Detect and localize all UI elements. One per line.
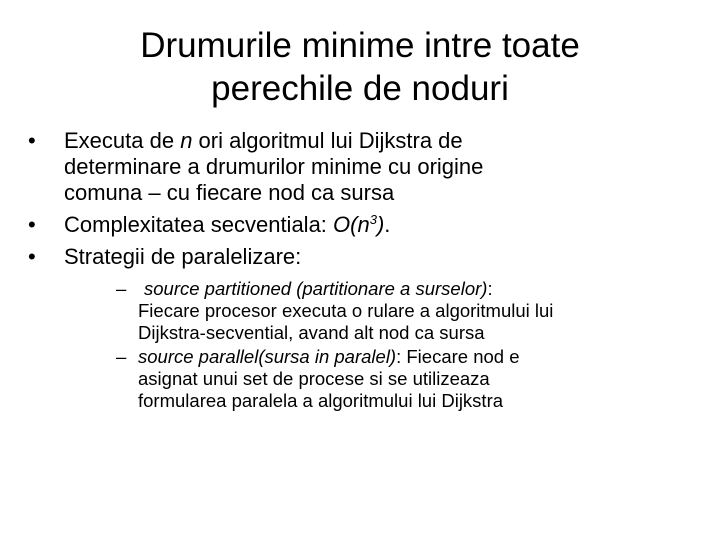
bullet-text: . <box>384 212 391 237</box>
strategy-name: source partitioned (partitionare a surselor) <box>144 278 488 299</box>
bullet-list <box>28 128 688 418</box>
sub-bullet-source-parallel <box>116 346 688 412</box>
strategy-name: source parallel(sursa in paralel) <box>138 346 397 367</box>
sub-bullet-line: Fiecare procesor executa o rulare a algoritmului lui <box>138 300 554 321</box>
bullet-line <box>64 212 688 238</box>
sub-bullet-line: formularea paralela a algoritmului lui Dijkstra <box>138 390 504 411</box>
bullet-line: determinare a drumurilor minime cu origine <box>64 154 484 179</box>
dash-icon: – <box>116 278 127 299</box>
bullet-dot-icon: • <box>28 128 36 153</box>
sub-bullet-source-partitioned <box>116 278 688 344</box>
sub-bullet-text: : Fiecare nod e <box>396 346 520 367</box>
slide-title <box>60 24 660 110</box>
sub-bullet-line <box>138 346 688 368</box>
bullet-line <box>64 128 688 154</box>
sub-bullet-line: asignat unui set de procese si se utilizeaza <box>138 368 490 389</box>
formula-text: O(n <box>333 212 370 237</box>
title-line-2: perechile de noduri <box>211 69 509 108</box>
bullet-item-dijkstra-n-times <box>28 128 688 206</box>
bullet-dot-icon: • <box>28 244 36 269</box>
bullet-item-strategies <box>28 244 688 412</box>
sub-bullet-line <box>138 278 688 300</box>
bullet-text: ori algoritmul lui Dijkstra de <box>192 128 463 153</box>
sub-bullet-text: : <box>487 278 493 299</box>
formula-exponent: 3 <box>369 212 377 227</box>
sub-bullet-line: Dijkstra-secvential, avand alt nod ca sursa <box>138 322 485 343</box>
bullet-dot-icon: • <box>28 212 36 237</box>
formula-close: ) <box>376 212 385 237</box>
bullet-text: Complexitatea secventiala: <box>64 212 334 237</box>
bullet-line: comuna – cu fiecare nod ca sursa <box>64 180 395 205</box>
bullet-line: Strategii de paralelizare: <box>64 244 302 269</box>
dash-icon: – <box>116 346 127 367</box>
sub-bullet-list <box>116 278 688 412</box>
italic-n: n <box>180 128 193 153</box>
title-line-1: Drumurile minime intre toate <box>140 26 580 65</box>
complexity-formula <box>333 212 384 237</box>
bullet-text: Executa de <box>64 128 181 153</box>
bullet-item-complexity <box>28 212 688 238</box>
